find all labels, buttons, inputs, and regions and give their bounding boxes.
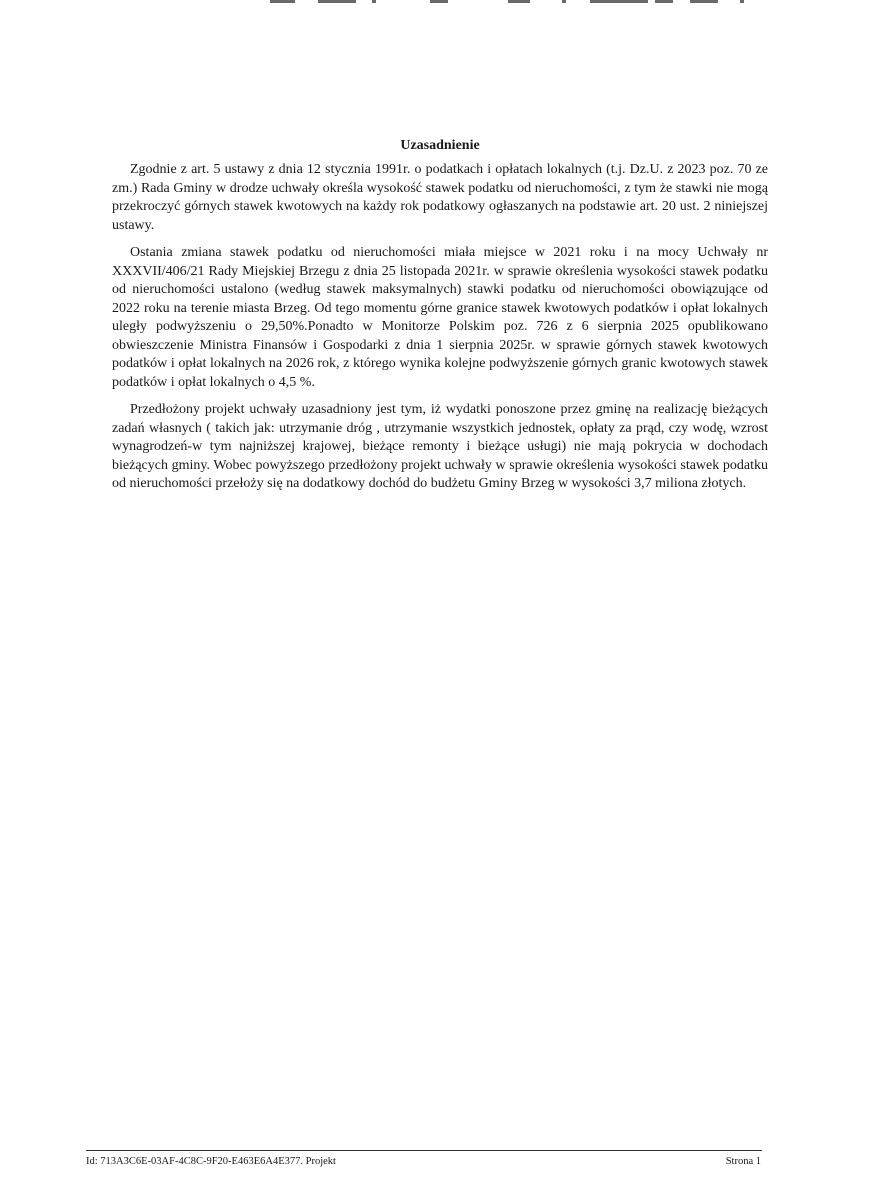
footer-divider: [86, 1150, 762, 1151]
document-title: Uzasadnienie: [400, 138, 480, 153]
footer-document-id: Id: 713A3C6E-03AF-4C8C-9F20-E463E6A4E377. Projekt: [86, 1156, 336, 1167]
paragraph-rate-history: Ostania zmiana stawek podatku od nieruchomości miała miejsce w 2021 roku i na mocy Uchwały nr XXXVII/406/21 Rady Miejskiej Brzegu z dnia 25 listopada 2021r. w sprawie określenia wysokości stawek podatku od nieruchomości ustalono (według stawek maksymalnych) stawki podatku od nieruchomości obowiązujące od 2022 roku na terenie miasta Brzeg. Od tego momentu górne granice stawek kwotowych podatków i opłat lokalnych uległy podwyższeniu o 29,50%.Ponadto w Monitorze Polskim poz. 726 z 6 sierpnia 2025 opublikowano obwieszczenie Ministra Finansów i Gospodarki z dnia 1 sierpnia 2025r. w sprawie górnych stawek kwotowych podatków i opłat lokalnych na 2026 rok, z którego wynika kolejne podwyższenie górnych granic kwotowych stawek podatków i opłat lokalnych o 4,5 %.: [112, 245, 768, 390]
document-body: [112, 138, 768, 503]
footer-page-number: Strona 1: [725, 1156, 761, 1167]
paragraph-justification: Przedłożony projekt uchwały uzasadniony jest tym, iż wydatki ponoszone przez gminę na realizację bieżących zadań własnych ( takich jak: utrzymanie dróg , utrzymanie wszystkich jednostek, opłaty za prąd, czy wodę, wzrost wynagrodzeń-w tym najniższej krajowej, bieżące remonty i bieżące usługi) nie mają pokrycia w dochodach bieżących gminy. Wobec powyższego przedłożony projekt uchwały w sprawie określenia wysokości stawek podatku od nieruchomości przełoży się na dodatkowy dochód do budżetu Gminy Brzeg w wysokości 3,7 miliona złotych.: [112, 402, 768, 491]
scan-artifact-marks: [0, 0, 871, 6]
paragraph-legal-basis: Zgodnie z art. 5 ustawy z dnia 12 stycznia 1991r. o podatkach i opłatach lokalnych (t.j. Dz.U. z 2023 poz. 70 ze zm.) Rada Gminy w drodze uchwały określa wysokość stawek podatku od nieruchomości, z tym że stawki nie mogą przekroczyć górnych stawek kwotowych na każdy rok podatkowy ogłaszanych na podstawie art. 20 ust. 2 niniejszej ustawy.: [112, 162, 768, 233]
